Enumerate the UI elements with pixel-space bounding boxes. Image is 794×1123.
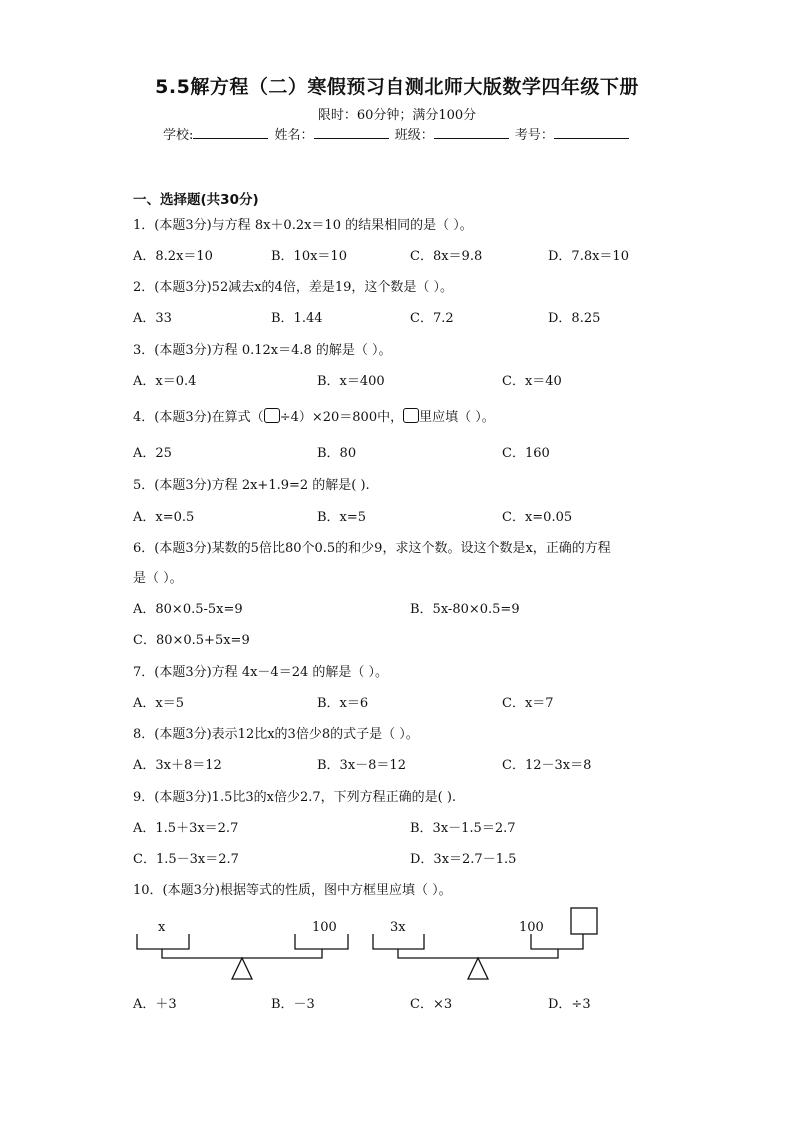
question-3: 3．(本题3分)方程 0.12x＝4.8 的解是（ ）。 xyxy=(133,343,392,358)
q6-option-c[interactable]: C．80×0.5+5x=9 xyxy=(133,633,250,648)
q7-option-b[interactable]: B．x＝6 xyxy=(317,696,369,711)
balance-right-pan-label-2: 100 xyxy=(519,920,544,935)
q4-text-b: ÷4）×20＝800中， xyxy=(279,410,404,425)
q5-option-c[interactable]: C．x=0.05 xyxy=(502,510,573,525)
question-5: 5．(本题3分)方程 2x+1.9=2 的解是( ). xyxy=(133,478,370,493)
q4-option-b[interactable]: B．80 xyxy=(317,446,357,461)
q6-option-a[interactable]: A．80×0.5-5x=9 xyxy=(133,602,243,617)
q7-option-c[interactable]: C．x＝7 xyxy=(502,696,554,711)
school-label: 学校: xyxy=(163,128,194,143)
q4-option-c[interactable]: C．160 xyxy=(502,446,550,461)
balance-left-pan-label-1: x xyxy=(158,920,166,935)
q3-option-b[interactable]: B．x＝400 xyxy=(317,374,385,389)
q8-option-a[interactable]: A．3x＋8＝12 xyxy=(133,758,222,773)
question-6: 6．(本题3分)某数的5倍比80个0.5的和少9，求这个数。设这个数是x，正确的方程 xyxy=(133,541,611,556)
q1-option-a[interactable]: A．8.2x＝10 xyxy=(133,249,213,264)
q9-option-a[interactable]: A．1.5＋3x＝2.7 xyxy=(133,821,239,836)
q9-option-d[interactable]: D．3x＝2.7－1.5 xyxy=(410,852,517,867)
q2-option-c[interactable]: C．7.2 xyxy=(410,311,454,326)
question-10: 10．(本题3分)根据等式的性质，图中方框里应填（ ）。 xyxy=(133,883,452,898)
q10-option-b[interactable]: B．－3 xyxy=(271,997,315,1012)
q1-option-b[interactable]: B．10x＝10 xyxy=(271,249,347,264)
balance-left-pan-label-2: 3x xyxy=(390,920,406,935)
balance-scale-right xyxy=(373,908,597,979)
q10-option-a[interactable]: A．＋3 xyxy=(133,997,177,1012)
exam-meta: 限时：60分钟；满分100分 xyxy=(317,108,477,123)
q9-option-c[interactable]: C．1.5－3x＝2.7 xyxy=(133,852,239,867)
page-title: 5.5解方程（二）寒假预习自测北师大版数学四年级下册 xyxy=(155,76,639,98)
q4-text-a: 4．(本题3分)在算式（ xyxy=(133,410,264,425)
q8-option-b[interactable]: B．3x－8＝12 xyxy=(317,758,406,773)
q2-option-d[interactable]: D．8.25 xyxy=(548,311,601,326)
q5-option-b[interactable]: B．x=5 xyxy=(317,510,367,525)
exam-no-label: 考号： xyxy=(514,128,554,143)
q8-option-c[interactable]: C．12－3x＝8 xyxy=(502,758,592,773)
question-8: 8．(本题3分)表示12比x的3倍少8的式子是（ ）。 xyxy=(133,727,419,742)
q7-option-a[interactable]: A．x＝5 xyxy=(133,696,184,711)
name-label: 姓名： xyxy=(274,128,314,143)
balance-scale-left xyxy=(137,934,348,979)
question-7: 7．(本题3分)方程 4x－4＝24 的解是（ ）。 xyxy=(133,665,388,680)
q1-option-c[interactable]: C．8x＝9.8 xyxy=(410,249,483,264)
balance-right-pan-label-1: 100 xyxy=(312,920,337,935)
q9-option-b[interactable]: B．3x－1.5＝2.7 xyxy=(410,821,516,836)
question-9: 9．(本题3分)1.5比3的x倍少2.7，下列方程正确的是( ). xyxy=(133,790,457,805)
section-title: 一、选择题(共30分) xyxy=(133,192,259,208)
q10-option-c[interactable]: C．×3 xyxy=(410,997,453,1012)
question-2: 2．(本题3分)52减去x的4倍，差是19，这个数是（ ）。 xyxy=(133,280,454,295)
answer-box-icon xyxy=(571,908,597,934)
q2-option-b[interactable]: B．1.44 xyxy=(271,311,323,326)
q4-text-c: 里应填（ ）。 xyxy=(419,410,495,425)
q4-option-a[interactable]: A．25 xyxy=(133,446,172,461)
q5-option-a[interactable]: A．x=0.5 xyxy=(133,510,195,525)
q2-option-a[interactable]: A．33 xyxy=(133,311,172,326)
q1-option-d[interactable]: D．7.8x＝10 xyxy=(548,249,629,264)
q10-option-d[interactable]: D．÷3 xyxy=(548,997,591,1012)
q3-option-c[interactable]: C．x＝40 xyxy=(502,374,562,389)
question-1: 1．(本题3分)与方程 8x＋0.2x＝10 的结果相同的是（ ）。 xyxy=(133,218,473,233)
q3-option-a[interactable]: A．x＝0.4 xyxy=(133,374,197,389)
question-6-cont: 是（ ）。 xyxy=(133,571,183,586)
class-label: 班级： xyxy=(394,128,434,143)
q6-option-b[interactable]: B．5x-80×0.5=9 xyxy=(410,602,520,617)
